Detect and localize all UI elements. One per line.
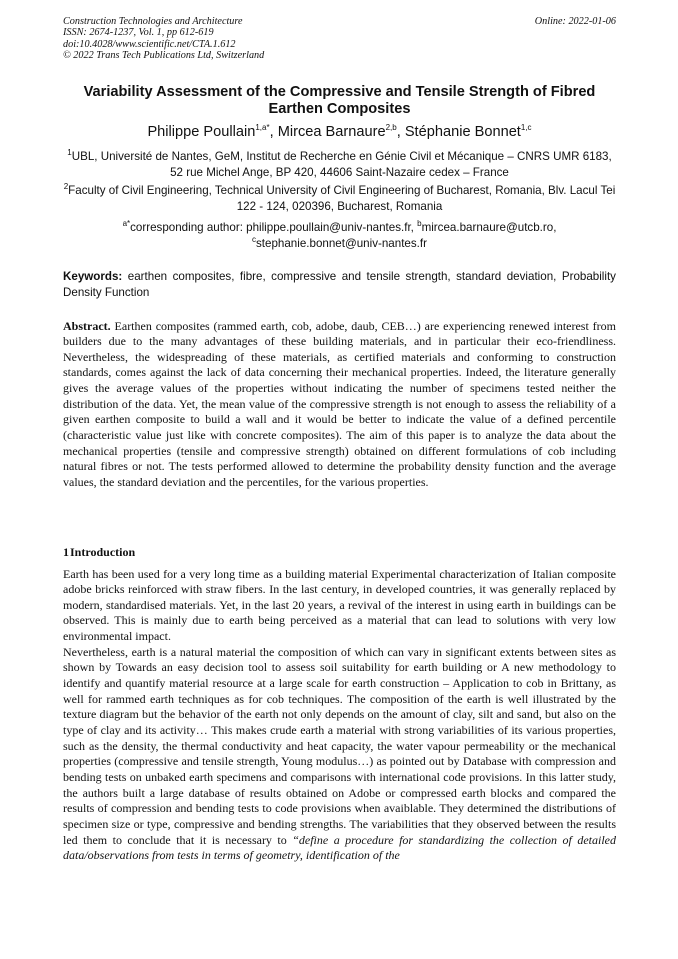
affiliation-sup: 1 bbox=[67, 147, 72, 157]
copyright-line: © 2022 Trans Tech Publications Ltd, Switzerland bbox=[63, 50, 265, 62]
affiliation-text: Faculty of Civil Engineering, Technical University of Civil Engineering of Bucharest, Romania, Blv. Lacul Tei 122 - 124, 020396, Bucharest, Romania bbox=[68, 184, 616, 214]
contact-sup-b: b bbox=[417, 218, 422, 228]
contact-sup-c: c bbox=[252, 234, 256, 244]
author-name: Mircea Barnaure bbox=[277, 124, 386, 140]
author-sup: 1,a* bbox=[255, 122, 270, 132]
author-name: Stéphanie Bonnet bbox=[404, 124, 521, 140]
author-name: Philippe Poullain bbox=[147, 124, 256, 140]
section-heading bbox=[63, 544, 616, 560]
affiliation-2 bbox=[63, 183, 616, 216]
intro-paragraph-1: Earth has been used for a very long time as a building material Experimental characterization of Italian composite adobe bricks reinforced with straw fibers. In the last century, in developed countries, it was generally replaced by modern, standardised materials. Yet, in the last 20 years, a revival of the interest in using earth in buildings can be observed. This is mainly due to earth being perceived as a material that can lead to solutions with very low environmental impact. bbox=[63, 566, 616, 644]
section-number: 1 bbox=[63, 545, 69, 559]
journal-header bbox=[63, 16, 616, 62]
corresponding-author-email[interactable]: corresponding author: philippe.poullain@univ-nantes.fr, bbox=[130, 221, 418, 234]
affiliation-text: UBL, Université de Nantes, GeM, Institut de Recherche en Génie Civil et Mécanique – CNRS UMR 6183, 52 rue Michel Ange, BP 420, 44606 Saint-Nazaire cedex – France bbox=[71, 150, 612, 180]
affiliation-1 bbox=[63, 149, 616, 182]
journal-name: Construction Technologies and Architecture bbox=[63, 16, 243, 27]
paper-title: Variability Assessment of the Compressive and Tensile Strength of Fibred Earthen Composites bbox=[83, 84, 596, 117]
abstract-text: Earthen composites (rammed earth, cob, adobe, daub, CEB…) are experiencing renewed interest from builders due to the many advantages of these building materials, and in particular their eco-friendliness. Nevertheless, the widespreading of these materials, as certified materials and conforming to construction standards, comes against the lack of data concerning their mechanical properties. Indeed, the literature generally gives the average values of the properties without indicating the number of specimens tested neither the distribution of the data. Yet, the mean value of the compressive strength is not enough to assess the reliability of a given earthen composite to build a wall and it would be better to indicate the value of a defined percentile (characteristic value just like with concrete composites). The aim of this paper is to analyze the data about the mechanical properties (tensile and compressive strength) obtained on different formulations of cob including natural fibres or not. The tests performed allowed to determine the probability density function and the average values, the standard deviation and the percentiles, for the various properties. bbox=[63, 318, 617, 490]
abstract bbox=[63, 319, 616, 491]
introduction-body bbox=[63, 567, 616, 864]
online-date: Online: 2022-01-06 bbox=[534, 16, 616, 27]
author-list: Philippe Poullain$^{1,a*}$, Mircea Barnaure$^{2,b}$, Stéphanie Bonnet$^{1,c}$ bbox=[147, 122, 532, 140]
keywords-text: earthen composites, fibre, compressive and tensile strength, standard deviation, Probability Density Function bbox=[63, 270, 616, 299]
author-email-b[interactable]: mircea.barnaure@utcb.ro, bbox=[421, 221, 557, 234]
author-sup: 1,c bbox=[520, 122, 532, 132]
author-sup: 2,b bbox=[385, 122, 397, 132]
contact-emails bbox=[63, 220, 616, 253]
section-title: Introduction bbox=[70, 545, 136, 559]
abstract-label: Abstract. bbox=[63, 318, 111, 333]
intro-paragraph-2-text: Nevertheless, earth is a natural material the composition of which can vary in significant extents between sites as shown by Towards an easy decision tool to assess soil suitability for earth building or A new methodology to identify and quantify material resource at a large scale for earth construction – Application to cob in Brittany, as well for rammed earth techniques as for cob techniques. The composition of the earth is well illustrated by the texture diagram but the behavior of the earth not only depends on the amount of clay, silt and sand, but also on the type of clay and its activity… This makes crude earth a material with strong variabilities of its various properties, such as the density, the thermal conductivity and heat capacity, the water vapour permeability or the mechanical properties (compressive and tensile strength, Young modulus…) as pointed out by Database with compression and bending tests on unbaked earth specimens and comparisons with international code provisions. In this latter study, the authors built a large database of results obtained on Adobe or compressed earth blocks and compared the results of compression and bending tests to code provisions when avaiblable. They determined the distributions of specimen size or type, compressive and bending strengths. The variabilities that they observed between the results led them to conclude that it is necessary to bbox=[63, 644, 616, 847]
keywords-label: Keywords: bbox=[63, 270, 123, 283]
contact-sup-a: a* bbox=[122, 218, 131, 228]
doi-line: doi:10.4028/www.scientific.net/CTA.1.612 bbox=[63, 38, 236, 50]
intro-paragraph-2 bbox=[63, 645, 616, 864]
author-email-c[interactable]: stephanie.bonnet@univ-nantes.fr bbox=[256, 237, 427, 251]
affiliation-sup: 2 bbox=[63, 181, 69, 191]
keywords bbox=[63, 269, 616, 300]
intro-quote: “define a procedure for standardizing the collection of detailed data/observations from tests in terms of geometry, identification of the bbox=[63, 832, 616, 863]
issn-line: ISSN: 2674-1237, Vol. 1, pp 612-619 bbox=[63, 27, 214, 39]
